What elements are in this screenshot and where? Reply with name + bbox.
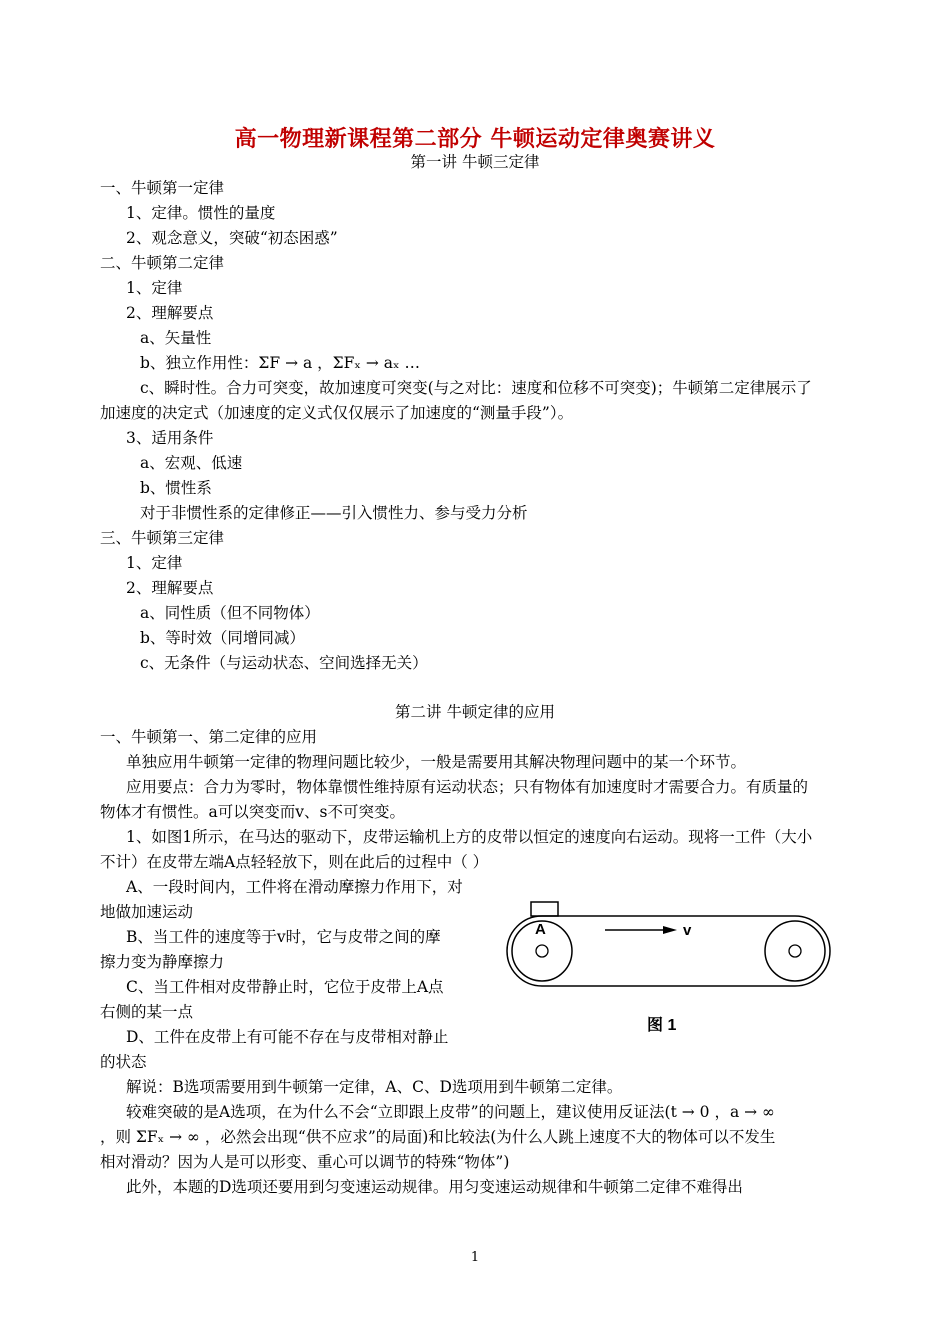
text-line: 单独应用牛顿第一定律的物理问题比较少，一般是需要用其解决物理问题中的某一个环节。 bbox=[126, 753, 747, 771]
option-c-cont: 右侧的某一点 bbox=[100, 1003, 194, 1021]
text-line: 物体才有惯性。a可以突变而v、s不可突变。 bbox=[100, 803, 405, 821]
lecture1-heading: 第一讲 牛顿三定律 bbox=[410, 153, 540, 171]
option-a-cont: 地做加速运动 bbox=[100, 903, 194, 921]
text-line: 2、理解要点 bbox=[126, 579, 214, 597]
section-heading: 一、牛顿第一定律 bbox=[100, 179, 225, 197]
option-a: A、一段时间内，工件将在滑动摩擦力作用下，对 bbox=[126, 878, 463, 896]
question-text: 1、如图1所示，在马达的驱动下，皮带运输机上方的皮带以恒定的速度向右运动。现将一工件（大小 bbox=[126, 828, 813, 846]
label-a: A bbox=[535, 921, 546, 938]
workpiece-block bbox=[531, 902, 558, 916]
right-pulley bbox=[765, 921, 825, 981]
right-axle bbox=[789, 945, 801, 957]
text-line: 2、观念意义，突破“初态困惑” bbox=[126, 229, 338, 247]
text-line: 1、定律 bbox=[126, 554, 183, 572]
text-line: a、宏观、低速 bbox=[140, 454, 243, 472]
document-title: 高一物理新课程第二部分 牛顿运动定律奥赛讲义 bbox=[234, 126, 716, 152]
text-line: 对于非惯性系的定律修正——引入惯性力、参与受力分析 bbox=[140, 504, 528, 522]
conveyor-diagram bbox=[505, 898, 835, 1038]
text-line: 此外，本题的D选项还要用到匀变速运动规律。用匀变速运动规律和牛顿第二定律不难得出 bbox=[126, 1178, 743, 1196]
velocity-arrowhead bbox=[663, 926, 677, 934]
question-text: 不计）在皮带左端A点轻轻放下，则在此后的过程中（ ） bbox=[100, 853, 489, 871]
text-line: a、矢量性 bbox=[140, 329, 212, 347]
text-line: 加速度的决定式（加速度的定义式仅仅展示了加速度的“测量手段”）。 bbox=[100, 404, 574, 422]
text-line: c、无条件（与运动状态、空间选择无关） bbox=[140, 654, 428, 672]
label-v: v bbox=[683, 922, 692, 939]
option-d: D、工件在皮带上有可能不存在与皮带相对静止 bbox=[126, 1028, 449, 1046]
option-c: C、当工件相对皮带静止时，它位于皮带上A点 bbox=[126, 978, 444, 996]
text-line: 1、定律。惯性的量度 bbox=[126, 204, 276, 222]
page-number: 1 bbox=[470, 1250, 480, 1265]
text-line: 相对滑动？因为人是可以形变、重心可以调节的特殊“物体”) bbox=[100, 1153, 510, 1171]
left-axle bbox=[536, 945, 548, 957]
option-b-cont: 擦力变为静摩擦力 bbox=[100, 953, 225, 971]
option-d-cont: 的状态 bbox=[100, 1053, 147, 1071]
text-line: b、惯性系 bbox=[140, 479, 212, 497]
section-heading: 一、牛顿第一、第二定律的应用 bbox=[100, 728, 318, 746]
text-line: 应用要点：合力为零时，物体靠惯性维持原有运动状态；只有物体有加速度时才需要合力。有质量的 bbox=[126, 778, 809, 796]
section-heading: 三、牛顿第三定律 bbox=[100, 529, 225, 547]
text-line: 3、适用条件 bbox=[126, 429, 214, 447]
text-line: 2、理解要点 bbox=[126, 304, 214, 322]
text-line: 较难突破的是A选项，在为什么不会“立即跟上皮带”的问题上，建议使用反证法(t → 0 ，a → ∞ bbox=[126, 1103, 775, 1121]
text-line: a、同性质（但不同物体） bbox=[140, 604, 320, 622]
text-line: b、独立作用性：ΣF → a ，ΣFₓ → aₓ … bbox=[140, 354, 421, 372]
text-line: ，则 ΣFₓ → ∞ ，必然会出现“供不应求”的局面)和比较法(为什么人跳上速度不大的物体可以不发生 bbox=[100, 1128, 776, 1146]
lecture2-heading: 第二讲 牛顿定律的应用 bbox=[395, 703, 555, 721]
figure-caption: 图 1 bbox=[647, 1017, 677, 1034]
conveyor-figure bbox=[505, 898, 835, 1038]
text-line: c、瞬时性。合力可突变，故加速度可突变(与之对比：速度和位移不可突变)；牛顿第二定律展示了 bbox=[140, 379, 812, 397]
section-heading: 二、牛顿第二定律 bbox=[100, 254, 225, 272]
text-line: b、等时效（同增同减） bbox=[140, 629, 305, 647]
option-b: B、当工件的速度等于v时，它与皮带之间的摩 bbox=[126, 928, 441, 946]
text-line: 1、定律 bbox=[126, 279, 183, 297]
solution-text: 解说：B选项需要用到牛顿第一定律，A、C、D选项用到牛顿第二定律。 bbox=[126, 1078, 623, 1096]
